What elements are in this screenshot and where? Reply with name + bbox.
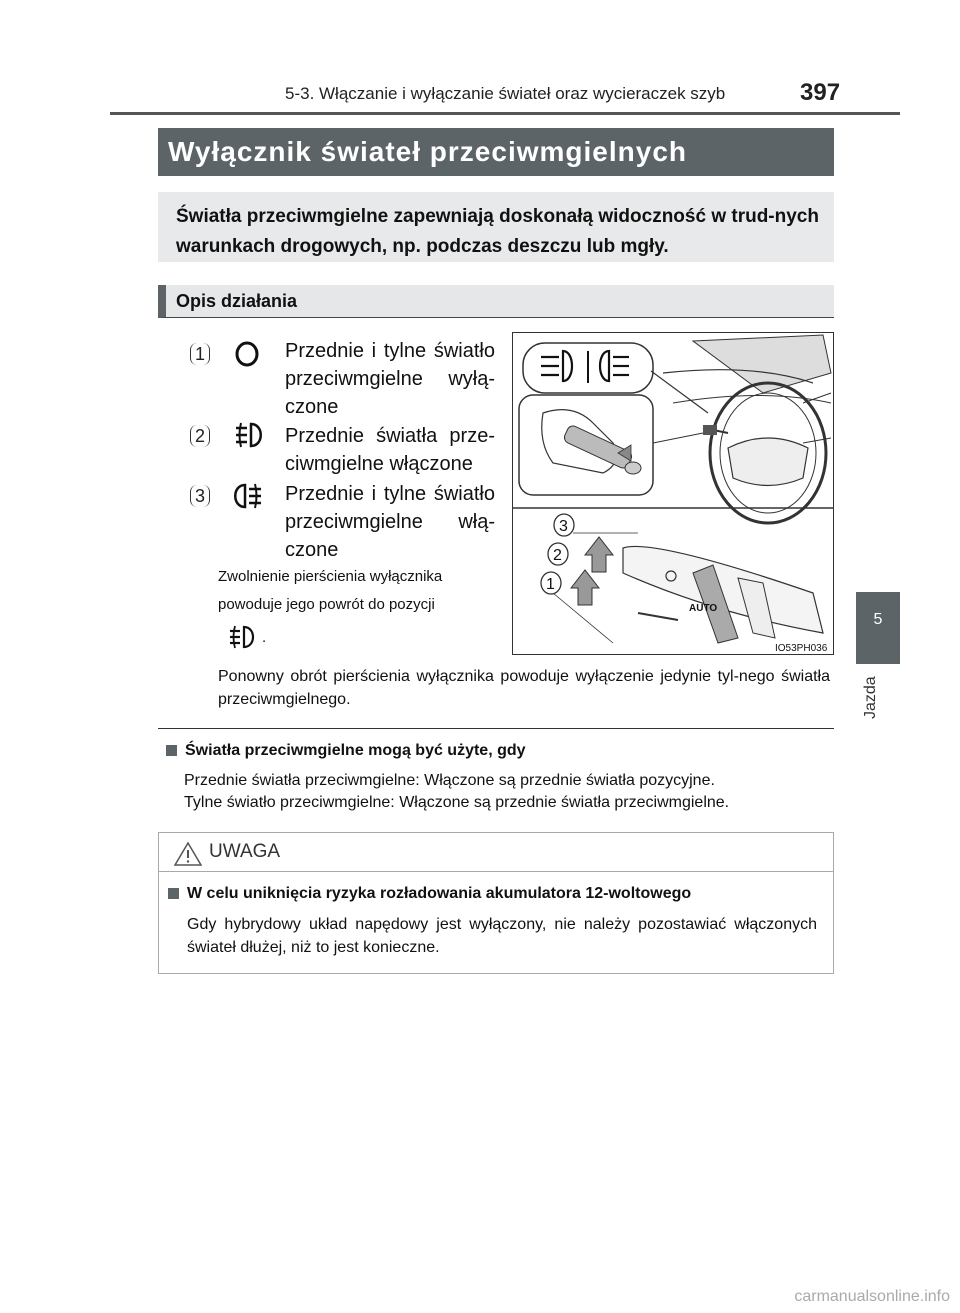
intro-text: Światła przeciwmgielne zapewniają doskonałą widoczność w trud-nych warunkach drogowych, np. podczas deszczu lub mgły. [176,206,819,257]
usage-heading [166,742,526,760]
rear-fog-icon [230,481,266,511]
item-text-2: Przednie światła prze-ciwmgielne włączone [285,425,495,475]
warning-label: UWAGA [209,841,281,862]
release-note: Zwolnienie pierścienia wyłącznika powoduje jego powrót do pozycji [218,568,443,613]
footer-watermark: carmanualsonline.info [794,1288,950,1305]
warning-heading [168,885,691,903]
figure-label-3: 3 [559,518,568,535]
warning-triangle-icon [173,841,203,867]
fog-switch-illustration [512,332,834,655]
release-note-end: . [262,629,267,646]
circle-off-icon [233,340,263,368]
stalk-auto-label: AUTO [689,603,718,614]
chapter-tab-label: Jazda [862,676,879,720]
header-divider [110,112,900,115]
page-number: 397 [800,79,841,106]
item-number-1: 1 [190,343,210,365]
usage-line: Tylne światło przeciwmgielne: Włączone są przednie światła przeciwmgielne. [184,794,730,811]
subheading: Opis działania [158,285,834,318]
chapter-tab-number: 5 [873,611,883,628]
figure-label-2: 2 [553,547,562,564]
item-number-3: 3 [190,485,210,507]
second-turn-note: Ponowny obrót pierścienia wyłącznika powoduje wyłączenie jedynie tyl-nego światła przeciwmgielnego. [218,668,830,708]
chapter-header: 5-3. Włączanie i wyłączanie świateł oraz wycieraczek szyb [285,84,726,103]
warning-heading-text: W celu uniknięcia ryzyka rozładowania akumulatora 12-woltowego [187,885,692,902]
item-number-2: 2 [190,425,210,447]
figure-code: IO53PH036 [775,643,828,654]
illustration-drawing [513,333,833,654]
warning-text: Gdy hybrydowy układ napędowy jest wyłączony, nie należy pozostawiać włączonych świateł dłużej, niż to jest konieczne. [187,916,817,956]
chapter-tab [856,592,900,664]
warning-header [159,833,833,872]
front-fog-icon [226,624,260,650]
warning-box [158,832,834,974]
front-fog-icon [232,420,268,450]
bullet-square-icon [168,888,179,899]
item-text-3: Przednie i tylne światło przeciwmgielne włą-czone [285,483,495,561]
figure-label-1: 1 [546,576,555,593]
usage-line: Przednie światła przeciwmgielne: Włączone są przednie światła pozycyjne. [184,772,715,789]
bullet-square-icon [166,745,177,756]
section-title: Wyłącznik świateł przeciwmgielnych [158,128,834,176]
usage-heading-text: Światła przeciwmgielne mogą być użyte, gdy [185,742,526,759]
section-divider [158,728,834,729]
usage-lines [184,770,834,814]
item-text-1: Przednie i tylne światło przeciwmgielne wyłą-czone [285,340,495,418]
intro-box [158,192,834,262]
